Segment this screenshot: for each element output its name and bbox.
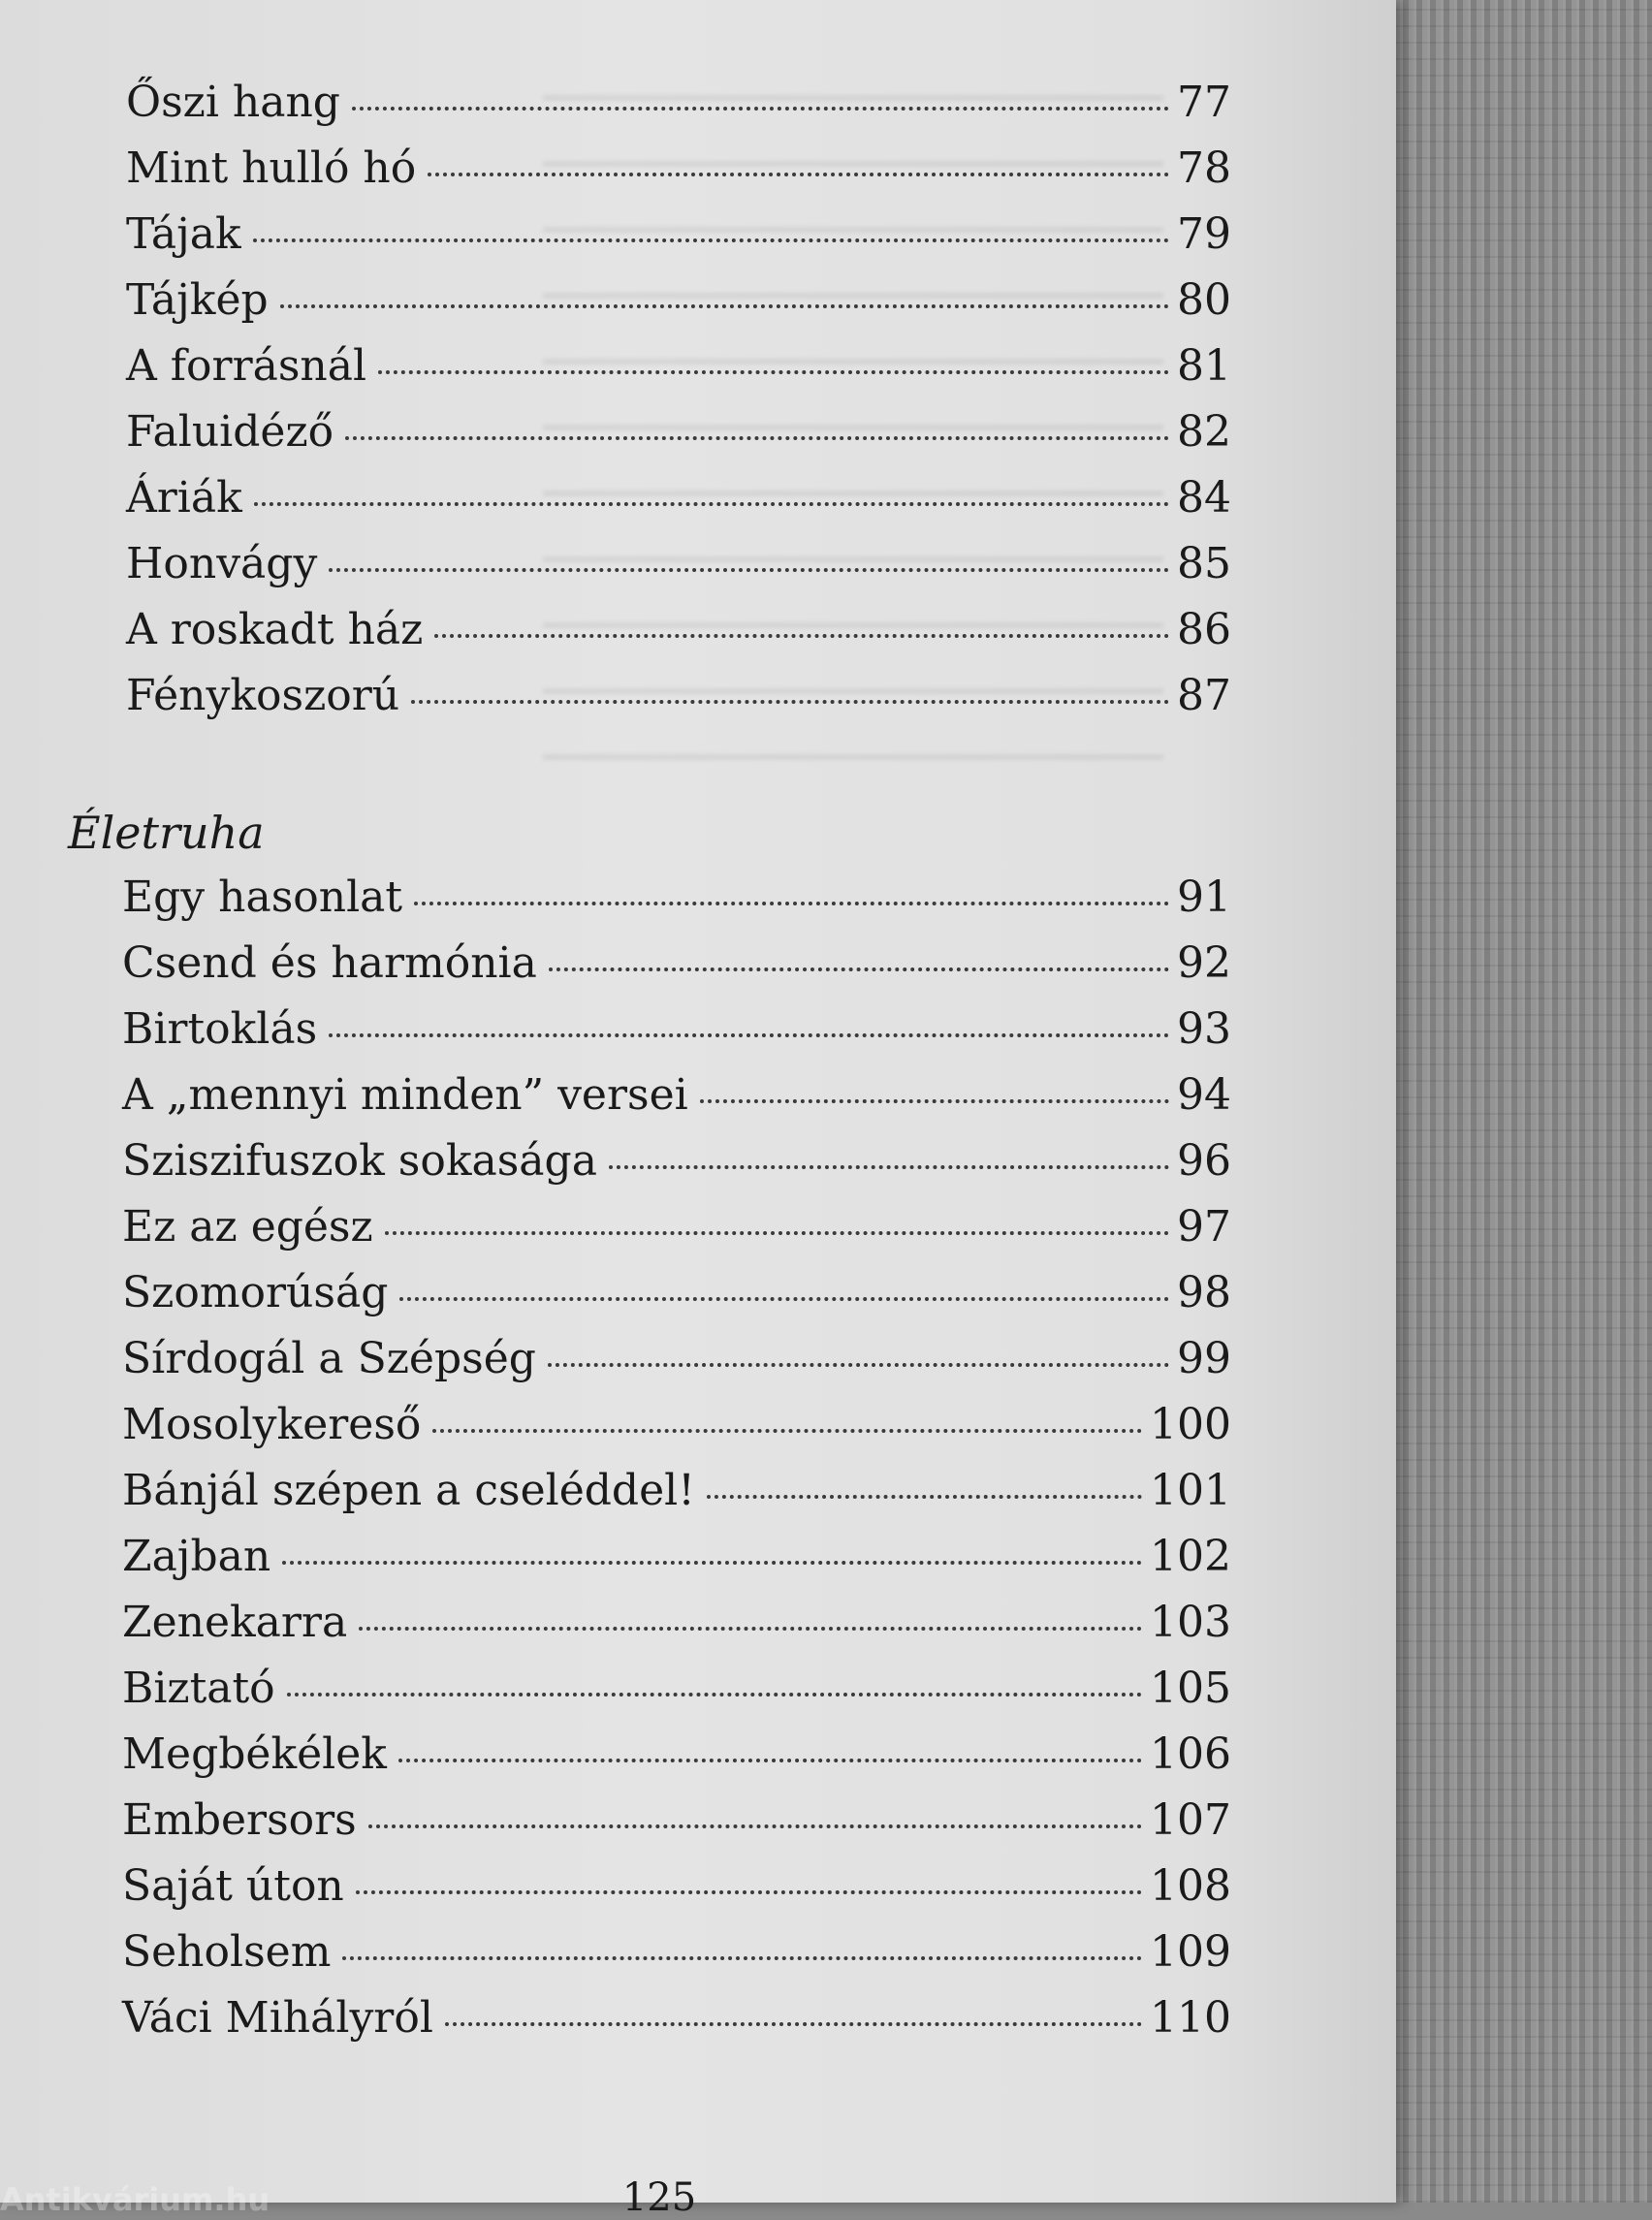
- watermark: Antikvárium.hu: [0, 2181, 270, 2218]
- toc-entry-title: Egy hasonlat: [122, 872, 403, 922]
- toc-entry: [122, 1861, 1231, 1919]
- dot-leader: [549, 967, 1169, 971]
- toc-entry-title: Szomorúság: [122, 1268, 389, 1317]
- toc-entry-title: Saját úton: [122, 1861, 344, 1911]
- dot-leader: [253, 238, 1169, 242]
- toc-entry: [122, 1136, 1231, 1194]
- toc-entry: [126, 407, 1231, 465]
- toc-entry-page: 84: [1177, 473, 1231, 523]
- toc-entry: [122, 1268, 1231, 1326]
- toc-entry: [122, 938, 1231, 997]
- dot-leader: [434, 634, 1169, 638]
- dot-leader: [700, 1099, 1169, 1103]
- toc-entry-page: 110: [1150, 1993, 1231, 2043]
- dot-leader: [356, 1890, 1142, 1894]
- dot-leader: [329, 568, 1169, 572]
- dot-leader: [359, 1627, 1142, 1631]
- toc-entry: [126, 209, 1231, 268]
- toc-entry-title: Zajban: [122, 1532, 271, 1581]
- toc-entry-title: Sírdogál a Szépség: [122, 1334, 536, 1383]
- toc-entry-page: 99: [1177, 1334, 1231, 1383]
- toc-entry-title: A forrásnál: [126, 341, 367, 391]
- toc-entry-page: 82: [1177, 407, 1231, 457]
- toc-entry-title: Váci Mihályról: [122, 1993, 433, 2043]
- toc-entry-page: 86: [1177, 605, 1231, 654]
- dot-leader: [287, 1693, 1142, 1697]
- toc-entry-page: 93: [1177, 1004, 1231, 1054]
- toc-entry: [122, 1927, 1231, 1985]
- toc-entry-title: Megbékélek: [122, 1729, 387, 1779]
- toc-entry-page: 98: [1177, 1268, 1231, 1317]
- toc-entry-page: 101: [1150, 1466, 1231, 1515]
- toc-entry: [122, 1993, 1231, 2051]
- dot-leader: [282, 1561, 1142, 1565]
- toc-entry-title: Zenekarra: [122, 1598, 348, 1647]
- toc-entry-page: 107: [1150, 1795, 1231, 1845]
- toc-entry-title: Mint hulló hó: [126, 143, 417, 193]
- dot-leader: [329, 1033, 1169, 1037]
- toc-entry: [126, 78, 1231, 136]
- section-heading: Életruha: [68, 807, 265, 859]
- toc-entry-page: 96: [1177, 1136, 1231, 1186]
- background-surface: [1386, 0, 1652, 2203]
- toc-entry: [122, 1004, 1231, 1062]
- toc-entry-page: 87: [1177, 671, 1231, 720]
- toc-entry: [126, 473, 1231, 531]
- dot-leader: [432, 1429, 1142, 1433]
- toc-entry-title: Honvágy: [126, 539, 318, 588]
- toc-entry-title: Sziszifuszok sokasága: [122, 1136, 597, 1186]
- dot-leader: [385, 1231, 1169, 1235]
- toc-entry: [122, 1532, 1231, 1590]
- dot-leader: [378, 370, 1169, 374]
- dot-leader: [254, 502, 1169, 506]
- toc-entry-page: 79: [1177, 209, 1231, 259]
- toc-entry: [122, 872, 1231, 931]
- toc-entry: [126, 143, 1231, 202]
- toc-entry-page: 102: [1150, 1532, 1231, 1581]
- toc-entry: [126, 605, 1231, 663]
- toc-entry-title: Faluidéző: [126, 407, 334, 457]
- dot-leader: [411, 700, 1169, 704]
- toc-entry-page: 91: [1177, 872, 1231, 922]
- toc-entry-page: 78: [1177, 143, 1231, 193]
- dot-leader: [352, 107, 1169, 111]
- toc-entry: [122, 1070, 1231, 1128]
- toc-entry-title: A „mennyi minden” versei: [122, 1070, 688, 1120]
- toc-entry-page: 94: [1177, 1070, 1231, 1120]
- dot-leader: [345, 436, 1169, 440]
- dot-leader: [368, 1824, 1142, 1828]
- toc-entry-page: 77: [1177, 78, 1231, 127]
- dot-leader: [445, 2022, 1142, 2026]
- dot-leader: [414, 902, 1169, 905]
- toc-entry-page: 105: [1150, 1664, 1231, 1713]
- toc-entry: [122, 1598, 1231, 1656]
- toc-entry-title: Birtoklás: [122, 1004, 318, 1054]
- toc-entry: [122, 1466, 1231, 1524]
- toc-entry-page: 92: [1177, 938, 1231, 988]
- toc-entry-page: 97: [1177, 1202, 1231, 1252]
- toc-entry-page: 80: [1177, 275, 1231, 325]
- toc-entry-title: Ez az egész: [122, 1202, 373, 1252]
- toc-entry: [122, 1400, 1231, 1458]
- toc-entry-title: Fénykoszorú: [126, 671, 400, 720]
- toc-entry-title: Seholsem: [122, 1927, 332, 1977]
- toc-entry-title: Csend és harmónia: [122, 938, 537, 988]
- toc-entry: [126, 275, 1231, 333]
- toc-entry: [122, 1202, 1231, 1260]
- toc-entry: [122, 1729, 1231, 1788]
- dot-leader: [342, 1956, 1142, 1960]
- dot-leader: [548, 1363, 1169, 1367]
- toc-entry: [122, 1334, 1231, 1392]
- toc-entry: [126, 671, 1231, 729]
- toc-entry: [122, 1795, 1231, 1854]
- toc-entry-title: A roskadt ház: [126, 605, 424, 654]
- toc-entry-page: 81: [1177, 341, 1231, 391]
- dot-leader: [707, 1495, 1142, 1499]
- toc-entry-page: 103: [1150, 1598, 1231, 1647]
- toc-entry-title: Bánjál szépen a cseléddel!: [122, 1466, 695, 1515]
- toc-entry: [122, 1664, 1231, 1722]
- toc-entry-title: Biztató: [122, 1664, 275, 1713]
- dot-leader: [280, 304, 1169, 308]
- dot-leader: [428, 173, 1169, 176]
- toc-entry-title: Őszi hang: [126, 78, 340, 127]
- toc-entry-title: Tájkép: [126, 275, 269, 325]
- toc-entry-page: 106: [1150, 1729, 1231, 1779]
- toc-entry-page: 100: [1150, 1400, 1231, 1449]
- toc-entry-page: 108: [1150, 1861, 1231, 1911]
- dot-leader: [609, 1165, 1169, 1169]
- toc-entry-page: 85: [1177, 539, 1231, 588]
- toc-entry: [126, 539, 1231, 597]
- toc-entry-title: Embersors: [122, 1795, 357, 1845]
- toc-entry: [126, 341, 1231, 399]
- toc-entry-title: Mosolykereső: [122, 1400, 422, 1449]
- page-number: 125: [621, 2175, 697, 2220]
- dot-leader: [398, 1759, 1142, 1762]
- toc-entry-title: Tájak: [126, 209, 241, 259]
- toc-entry-title: Áriák: [126, 473, 242, 523]
- dot-leader: [399, 1297, 1169, 1301]
- toc-entry-page: 109: [1150, 1927, 1231, 1977]
